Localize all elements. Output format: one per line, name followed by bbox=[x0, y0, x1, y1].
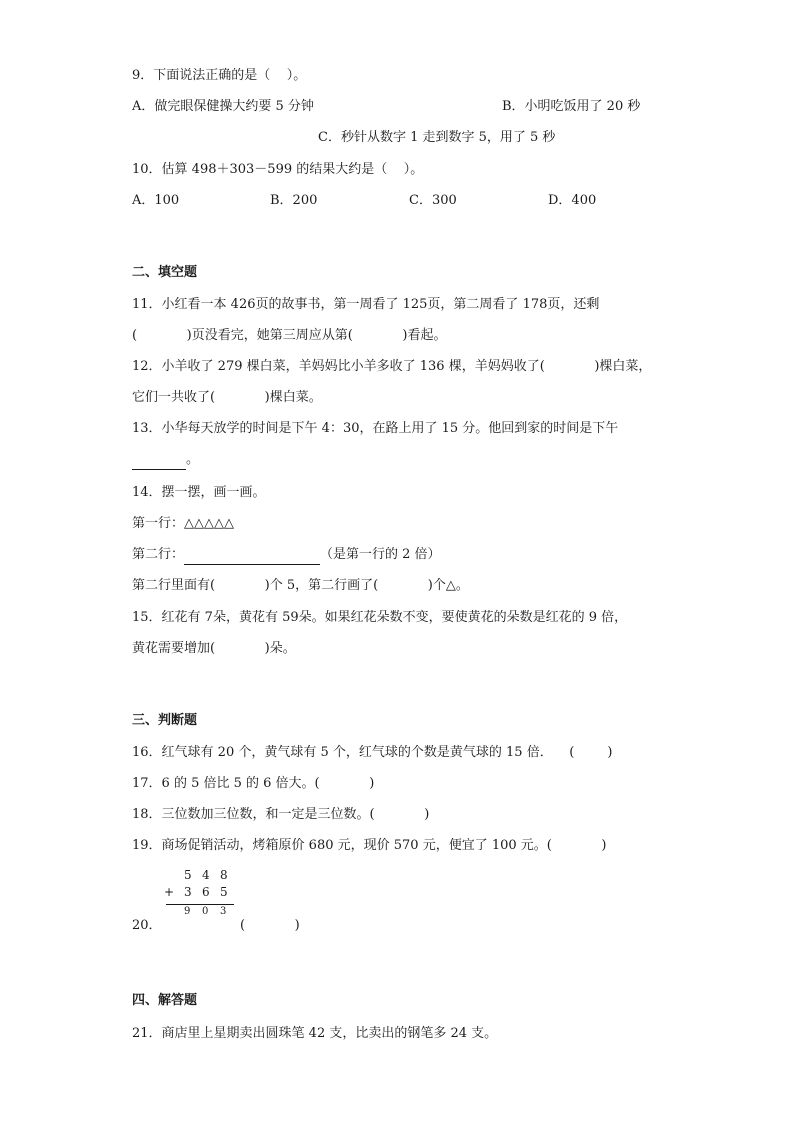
q14-question: 第二行里面有( )个 5，第二行画了( )个△。 bbox=[132, 578, 469, 593]
q16: 16．红气球有 20 个，黄气球有 5 个，红气球的个数是黄气球的 15 倍． ( ) bbox=[132, 745, 613, 760]
q14-row2-label: 第二行： bbox=[132, 547, 185, 562]
q11-line1: 11．小红看一本 426页的故事书，第一周看了 125页，第二周看了 178页，还剩 bbox=[132, 297, 600, 312]
q12-line1: 12．小羊收了 279 棵白菜，羊妈妈比小羊多收了 136 棵，羊妈妈收了( )棵白菜， bbox=[132, 359, 652, 374]
q19: 19．商场促销活动，烤箱原价 680 元，现价 570 元，便宜了 100 元。( ) bbox=[132, 838, 607, 853]
q14-stem: 14．摆一摆，画一画。 bbox=[132, 485, 266, 500]
digit: 3 bbox=[184, 885, 192, 899]
q14-row2 bbox=[132, 545, 441, 565]
digit: 5 bbox=[184, 868, 192, 882]
q10-option-a: A．100 bbox=[132, 193, 180, 208]
q14-row1: 第一行：△△△△△ bbox=[132, 516, 234, 531]
q9-option-b: B．小明吃饭用了 20 秒 bbox=[502, 99, 641, 114]
q9-stem: 9．下面说法正确的是（ ）。 bbox=[132, 68, 307, 83]
q20-addend-1 bbox=[158, 868, 234, 885]
digit: 8 bbox=[220, 868, 228, 882]
q13-answer-blank[interactable] bbox=[132, 455, 186, 470]
digit: 9 bbox=[184, 906, 191, 917]
section-heading-fill: 二、填空题 bbox=[132, 265, 198, 280]
q9-option-a: A．做完眼保健操大约要 5 分钟 bbox=[132, 99, 314, 114]
q10-option-d: D．400 bbox=[548, 193, 597, 208]
q14-row2-note: （是第一行的 2 倍） bbox=[320, 547, 441, 562]
q13-line2 bbox=[132, 450, 199, 470]
q15-line2: 黄花需要增加( )朵。 bbox=[132, 641, 296, 656]
section-heading-answer: 四、解答题 bbox=[132, 993, 198, 1008]
q10-option-b: B．200 bbox=[270, 193, 318, 208]
q12-line2: 它们一共收了( )棵白菜。 bbox=[132, 390, 322, 405]
digit: 4 bbox=[202, 868, 210, 882]
q13-period: 。 bbox=[186, 452, 200, 467]
q11-line2: ( )页没看完，她第三周应从第( )看起。 bbox=[132, 328, 447, 343]
q20-answer-paren: ( ) bbox=[240, 918, 300, 933]
q9-option-c: C．秒针从数字 1 走到数字 5，用了 5 秒 bbox=[318, 130, 556, 145]
q20-sum bbox=[158, 906, 234, 923]
q10-option-c: C．300 bbox=[409, 193, 457, 208]
q10-stem: 10．估算 498＋303－599 的结果大约是（ ）。 bbox=[132, 162, 424, 177]
q14-row2-blank[interactable] bbox=[184, 550, 320, 565]
q17: 17．6 的 5 倍比 5 的 6 倍大。( ) bbox=[132, 776, 375, 791]
q21: 21．商店里上星期卖出圆珠笔 42 支，比卖出的钢笔多 24 支。 bbox=[132, 1026, 498, 1041]
q20-vertical-addition bbox=[158, 868, 234, 923]
plus-sign: + bbox=[164, 885, 175, 899]
digit: 6 bbox=[202, 885, 210, 899]
digit: 0 bbox=[202, 906, 209, 917]
section-heading-judge: 三、判断题 bbox=[132, 713, 198, 728]
q13-line1: 13．小华每天放学的时间是下午 4：30，在路上用了 15 分。他回到家的时间是下午 bbox=[132, 421, 619, 436]
q20-label: 20． bbox=[132, 918, 162, 933]
sum-rule bbox=[166, 904, 234, 905]
q15-line1: 15．红花有 7朵，黄花有 59朵。如果红花朵数不变，要使黄花的朵数是红花的 9 倍， bbox=[132, 610, 628, 625]
q18: 18．三位数加三位数，和一定是三位数。( ) bbox=[132, 807, 430, 822]
digit: 3 bbox=[220, 906, 227, 917]
q20-addend-2 bbox=[158, 885, 234, 902]
digit: 5 bbox=[220, 885, 228, 899]
